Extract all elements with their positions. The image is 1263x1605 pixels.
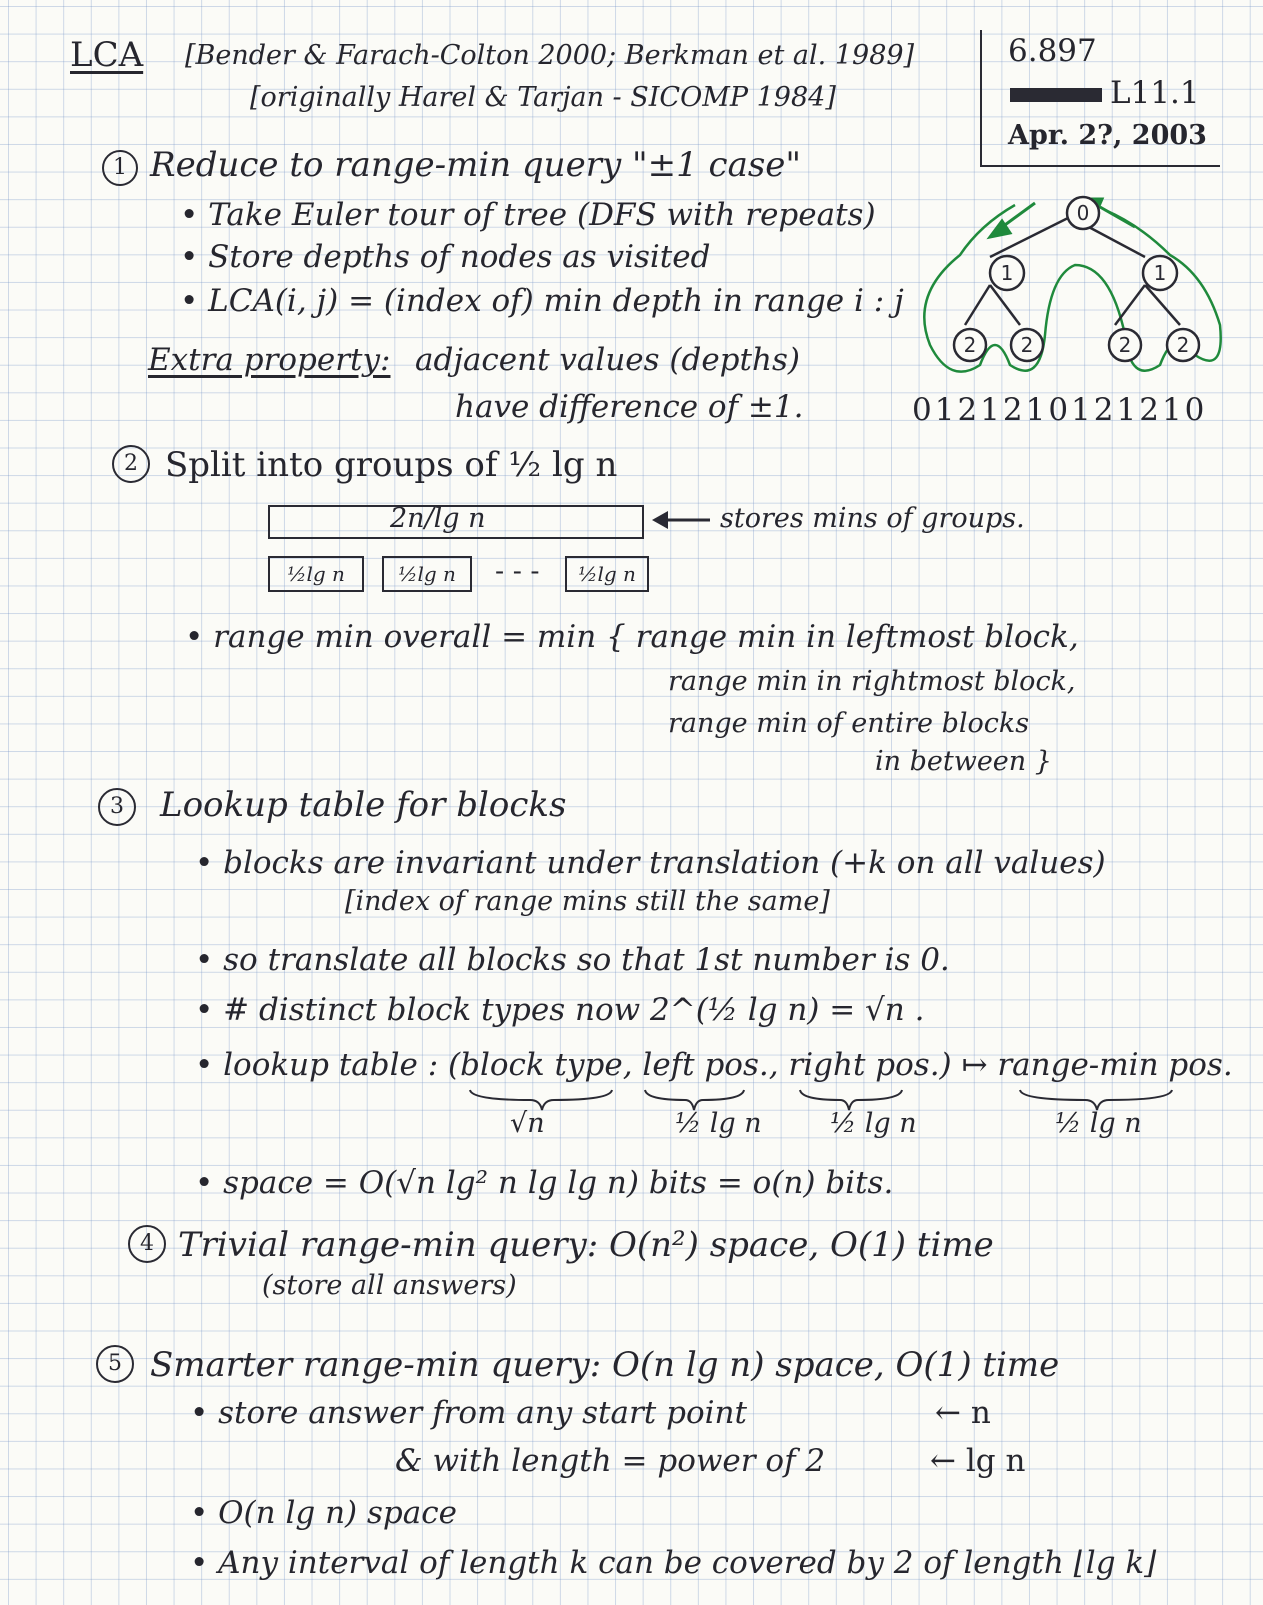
section-3-bullet-1-note: [index of range mins still the same] xyxy=(345,886,830,917)
node-label: 2 xyxy=(1118,333,1132,357)
range-min-overall-line-2: range min in rightmost block, xyxy=(668,666,1076,697)
block-ellipsis: - - - xyxy=(495,556,540,587)
range-min-pos-count: ½ lg n xyxy=(1055,1108,1142,1139)
extra-property-text-2: have difference of ±1. xyxy=(455,389,804,425)
group-min-array-label: 2n/lg n xyxy=(390,503,486,534)
section-5-bullet-4: • Any interval of length k can be covered by 2 of length ⌊lg k⌋ xyxy=(190,1545,1157,1581)
lecture-date: Apr. 2?, 2003 xyxy=(1008,120,1207,151)
right-pos-count: ½ lg n xyxy=(830,1108,917,1139)
struck-out-text xyxy=(1010,88,1102,102)
section-1-bullet-3: • LCA(i, j) = (index of) min depth in range i : j xyxy=(180,283,904,319)
section-5-bullet-2-annotation: ← lg n xyxy=(930,1443,1026,1479)
section-3-bullet-5: • space = O(√n lg² n lg lg n) bits = o(n) bits. xyxy=(195,1165,894,1201)
page-title: LCA xyxy=(70,35,144,75)
left-pos-count: ½ lg n xyxy=(675,1108,762,1139)
block-1: ½lg n xyxy=(268,556,364,592)
citation-line-1: [Bender & Farach-Colton 2000; Berkman et al. 1989] xyxy=(185,40,915,71)
section-5-bullet-3: • O(n lg n) space xyxy=(190,1495,457,1531)
section-3-title: Lookup table for blocks xyxy=(160,785,567,825)
extra-property-label: Extra property: xyxy=(148,342,391,378)
section-1-title: Reduce to range-min query "±1 case" xyxy=(150,145,802,185)
section-5-bullet-2: & with length = power of 2 xyxy=(395,1443,826,1479)
node-label: 2 xyxy=(1176,333,1190,357)
citation-line-2: [originally Harel & Tarjan - SICOMP 1984] xyxy=(250,82,836,113)
section-4-note: (store all answers) xyxy=(262,1270,517,1301)
lecture-id: L11.1 xyxy=(1110,75,1200,111)
section-3-bullet-3: • # distinct block types now 2^(½ lg n) = √n . xyxy=(195,992,925,1028)
section-2-title: Split into groups of ½ lg n xyxy=(165,445,618,485)
node-label: 1 xyxy=(1153,261,1167,285)
node-label: 2 xyxy=(963,333,977,357)
section-3-bullet-4: • lookup table : (block type, left pos., right pos.) ↦ range-min pos. xyxy=(195,1047,1233,1083)
root-label: 0 xyxy=(1076,201,1090,225)
block-type-count: √n xyxy=(510,1108,545,1139)
section-3-bullet-2: • so translate all blocks so that 1st number is 0. xyxy=(195,942,950,978)
section-5-title: Smarter range-min query: O(n lg n) space, O(1) time xyxy=(150,1345,1060,1385)
section-1-bullet-2: • Store depths of nodes as visited xyxy=(180,239,711,275)
euler-tour-arrows xyxy=(990,199,1135,237)
section-4-number: 4 xyxy=(128,1225,166,1263)
section-5-bullet-1-annotation: ← n xyxy=(935,1395,991,1431)
section-2-number: 2 xyxy=(112,445,150,483)
section-1-bullet-1: • Take Euler tour of tree (DFS with repeats) xyxy=(180,197,876,233)
depth-sequence: 0121210121210 xyxy=(912,392,1208,428)
section-4-title: Trivial range-min query: O(n²) space, O(1) time xyxy=(178,1225,994,1265)
range-min-overall-line-1: • range min overall = min { range min in leftmost block, xyxy=(185,619,1079,655)
section-3-bullet-1: • blocks are invariant under translation (+k on all values) xyxy=(195,845,1106,881)
block-last: ½lg n xyxy=(565,556,649,592)
section-5-number: 5 xyxy=(96,1345,134,1383)
node-label: 2 xyxy=(1020,333,1034,357)
course-number: 6.897 xyxy=(1008,33,1097,69)
section-3-number: 3 xyxy=(98,788,136,826)
block-2: ½lg n xyxy=(382,556,472,592)
section-5-bullet-1: • store answer from any start point xyxy=(190,1395,747,1431)
section-1-number: 1 xyxy=(102,150,138,186)
node-label: 1 xyxy=(1000,261,1014,285)
extra-property-text-1: adjacent values (depths) xyxy=(415,342,800,378)
range-min-overall-line-4: in between } xyxy=(875,746,1052,777)
arrow-left-icon xyxy=(652,508,712,532)
group-min-array-note: stores mins of groups. xyxy=(720,503,1025,534)
range-min-overall-line-3: range min of entire blocks xyxy=(668,708,1030,739)
